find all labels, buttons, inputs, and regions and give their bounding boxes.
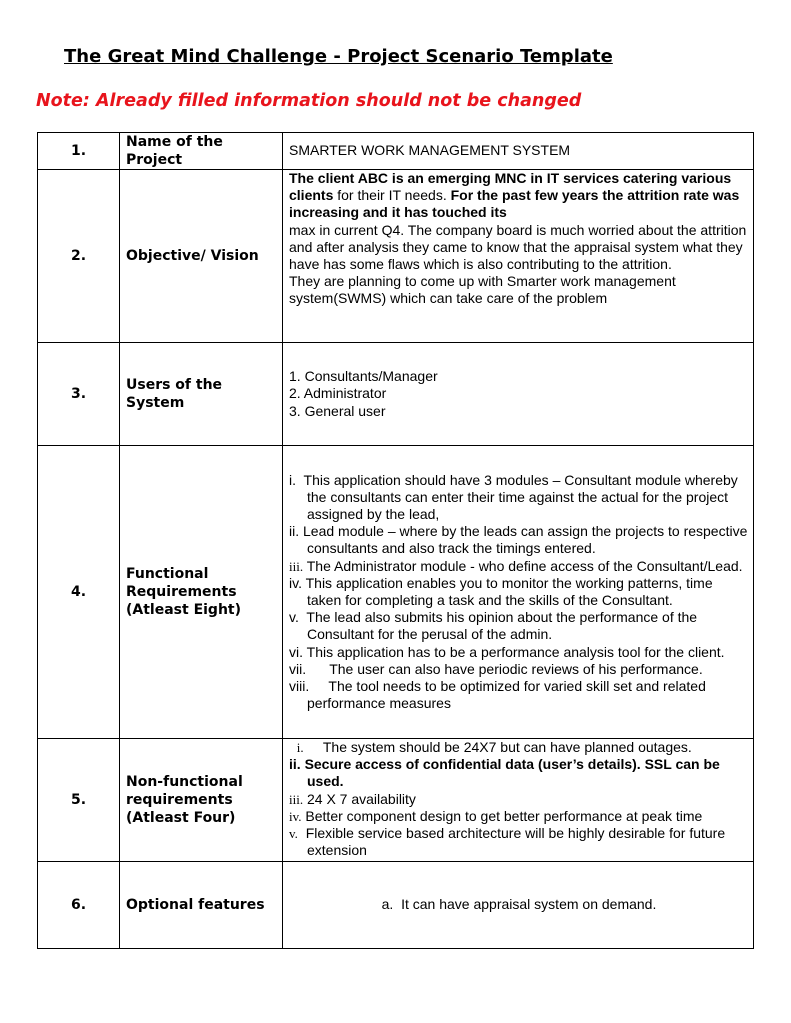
list-item: 3. General user xyxy=(289,402,386,419)
list-item: iv. This application enables you to monitor the working patterns, time taken for completing a task and the skills of the Consultant. xyxy=(289,574,713,608)
objective-text: and after analysis they came to know that the appraisal system what they xyxy=(289,238,743,255)
table-row xyxy=(38,862,754,949)
optional-features-value: a. It can have appraisal system on demand. xyxy=(283,862,754,949)
list-item: iv. Better component design to get better performance at peak time xyxy=(289,807,703,824)
row-label: Non-functional requirements (Atleast Four) xyxy=(120,739,283,862)
row-number: 6. xyxy=(38,862,120,949)
list-item: i. The system should be 24X7 but can have planned outages. xyxy=(296,739,692,755)
functional-requirements-value xyxy=(283,446,754,739)
list-item: viii. The tool needs to be optimized for varied skill set and related performance measures xyxy=(289,678,706,712)
list-item: v. The lead also submits his opinion about the performance of the Consultant for the perusal of the admin. xyxy=(289,609,698,643)
objective-text: They are planning to come up with Smarter work management system(SWMS) which can take care of the problem xyxy=(289,273,676,307)
row-number: 1. xyxy=(38,133,120,170)
functional-requirements-list xyxy=(289,472,749,713)
page-title: The Great Mind Challenge - Project Scenario Template xyxy=(64,46,613,67)
row-number: 2. xyxy=(38,170,120,343)
row-label: Functional Requirements (Atleast Eight) xyxy=(120,446,283,739)
list-item: i. This application should have 3 modules – Consultant module whereby the consultants can enter their time against the actual for the project assigned by the lead, xyxy=(289,471,738,522)
non-functional-requirements-list xyxy=(289,739,749,859)
row-number: 5. xyxy=(38,739,120,862)
non-functional-requirements-value xyxy=(283,739,754,862)
objective-text: max in current Q4. The company board is much worried about the attrition xyxy=(289,221,747,238)
objective-text: for their IT needs. xyxy=(333,187,451,204)
list-item: 2. Administrator xyxy=(289,385,387,402)
list-item: vii. The user can also have periodic reviews of his performance. xyxy=(289,660,703,677)
row-number: 4. xyxy=(38,446,120,739)
users-value xyxy=(283,343,754,446)
table-row xyxy=(38,343,754,446)
list-item: iii. 24 X 7 availability xyxy=(289,790,416,807)
objective-text: For the past few years the attrition rate was increasing and it has touched its xyxy=(289,187,740,221)
row-label: Objective/ Vision xyxy=(120,170,283,343)
objective-text: have has some flaws which is also contributing to the attrition. xyxy=(289,256,672,273)
row-number: 3. xyxy=(38,343,120,446)
list-item: vi. This application has to be a performance analysis tool for the client. xyxy=(289,643,725,660)
list-item: v. Flexible service based architecture will be highly desirable for future extension xyxy=(289,825,726,859)
objective-value xyxy=(283,170,754,343)
table-row xyxy=(38,446,754,739)
list-item: It can have appraisal system on demand. xyxy=(401,896,657,913)
users-list xyxy=(289,368,749,420)
note-warning: Note: Already filled information should not be changed xyxy=(36,91,582,111)
list-item: ii. Secure access of confidential data (user’s details). SSL can be used. xyxy=(289,756,720,790)
project-name-value: SMARTER WORK MANAGEMENT SYSTEM xyxy=(283,133,754,170)
table-row xyxy=(38,739,754,862)
list-item: ii. Lead module – where by the leads can assign the projects to respective consultants and also track the timings entered. xyxy=(289,523,748,557)
list-item: iii. The Administrator module - who define access of the Consultant/Lead. xyxy=(289,557,743,574)
row-label: Users of the System xyxy=(120,343,283,446)
row-label: Name of the Project xyxy=(120,133,283,170)
scenario-table xyxy=(37,132,754,949)
list-item: 1. Consultants/Manager xyxy=(289,368,438,385)
row-label: Optional features xyxy=(120,862,283,949)
table-row xyxy=(38,133,754,170)
objective-text: The client ABC is an emerging MNC in IT services catering various clients xyxy=(289,170,732,204)
table-row xyxy=(38,170,754,343)
